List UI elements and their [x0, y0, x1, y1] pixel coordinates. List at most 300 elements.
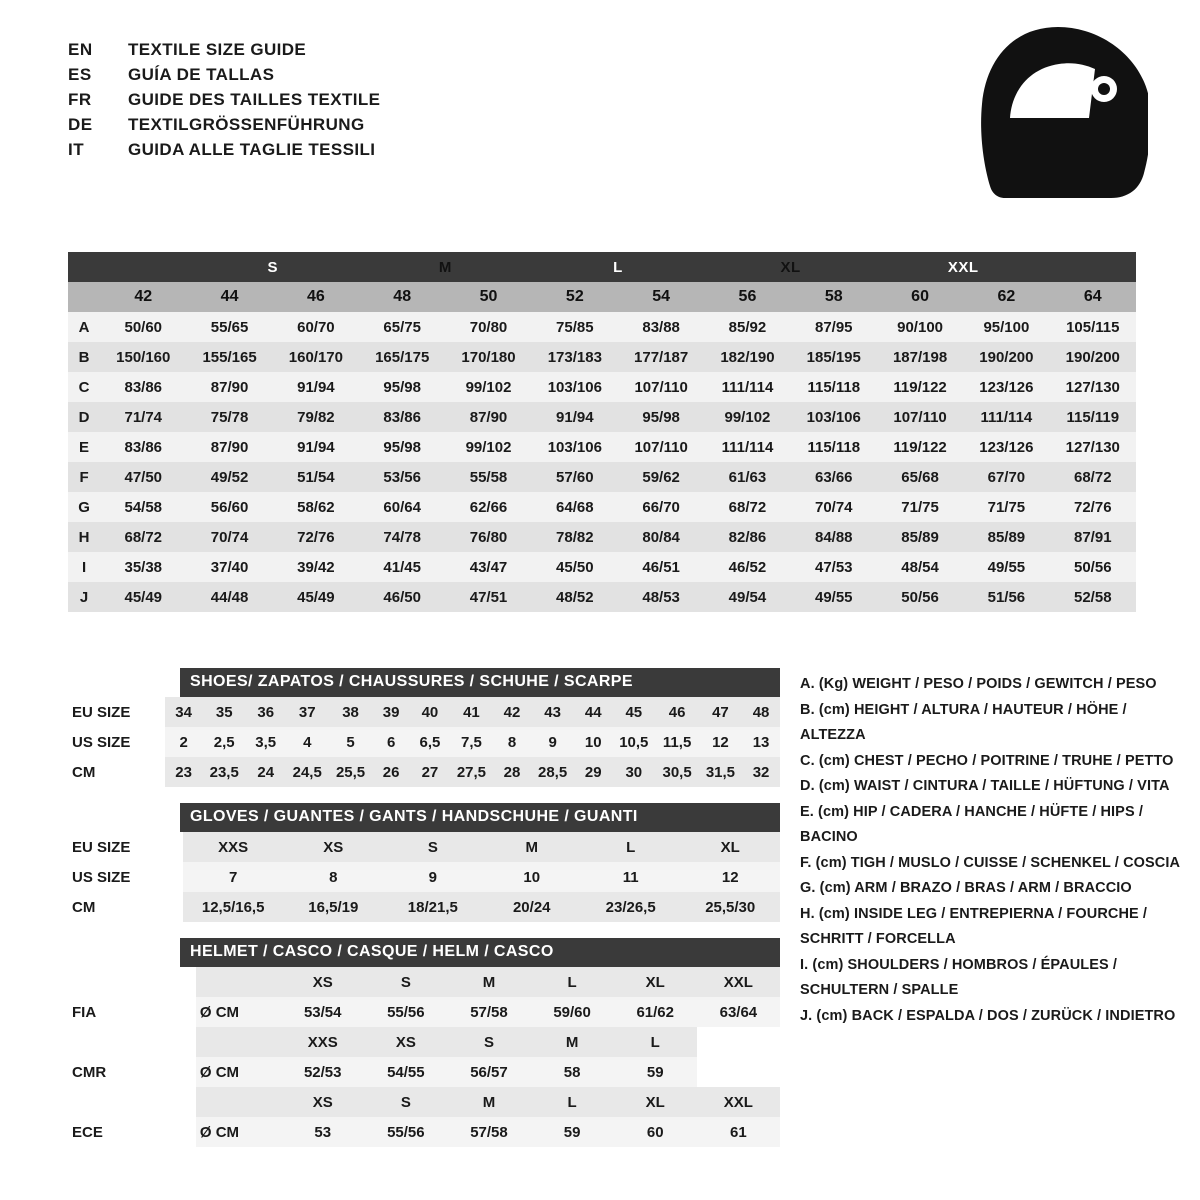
- measurement-cell: 111/114: [963, 402, 1049, 432]
- measurement-cell: 45/50: [532, 552, 618, 582]
- measurement-cell: 60/70: [273, 312, 359, 342]
- measurement-cell: 190/200: [1050, 342, 1136, 372]
- row-label: C: [68, 372, 100, 402]
- measurement-cell: 53/56: [359, 462, 445, 492]
- measurement-cell: 50/56: [877, 582, 963, 612]
- value-cell: 25,5/30: [705, 898, 756, 916]
- helmet-section-title: HELMET / CASCO / CASQUE / HELM / CASCO: [180, 938, 780, 967]
- legend-line: F. (cm) TIGH / MUSLO / CUISSE / SCHENKEL / COSCIA: [800, 854, 1181, 871]
- helmet-size-label: XS: [312, 973, 333, 991]
- measurement-cell: 47/53: [791, 552, 877, 582]
- measurement-cell: 85/92: [704, 312, 790, 342]
- helmet-size-label: S: [400, 1093, 411, 1111]
- size-group-row: [68, 252, 1136, 282]
- measurement-cell: 87/90: [445, 402, 531, 432]
- language-row-en: [68, 40, 380, 65]
- helmet-size-label: XL: [645, 973, 665, 991]
- value-cell: 55/56: [387, 1003, 425, 1021]
- value-cell: 38: [342, 703, 359, 721]
- measurement-cell: 80/84: [618, 522, 704, 552]
- value-cell: 9: [428, 868, 437, 886]
- legend-line: D. (cm) WAIST / CINTURA / TAILLE / HÜFTUNG / VITA: [800, 778, 1170, 794]
- row-label: EU SIZE: [68, 832, 183, 862]
- value-cell: 7,5: [460, 733, 482, 751]
- measurement-cell: 155/165: [186, 342, 272, 372]
- value-cell: 4: [303, 733, 312, 751]
- measurement-cell: 83/86: [359, 402, 445, 432]
- measurement-cell: 49/54: [704, 582, 790, 612]
- helmet-size-label: S: [400, 973, 411, 991]
- helmet-size-label: XS: [395, 1033, 416, 1051]
- measurement-cell: 87/95: [791, 312, 877, 342]
- measurement-cell: 107/110: [618, 432, 704, 462]
- table-row: [68, 462, 1136, 492]
- measurement-cell: 173/183: [532, 342, 618, 372]
- value-cell: XXS: [218, 838, 249, 856]
- value-cell: 61/62: [636, 1003, 674, 1021]
- measurement-cell: 103/106: [532, 432, 618, 462]
- value-cell: 3,5: [255, 733, 277, 751]
- measurement-cell: 63/66: [791, 462, 877, 492]
- measurement-cell: 64/68: [532, 492, 618, 522]
- language-code: DE: [68, 115, 93, 134]
- value-cell: 35: [215, 703, 233, 721]
- measurement-cell: 49/55: [791, 582, 877, 612]
- measurement-cell: 54/58: [100, 492, 186, 522]
- measurement-cell: 62/66: [445, 492, 531, 522]
- row-label: F: [68, 462, 100, 492]
- helmet-size-label: L: [650, 1033, 660, 1051]
- value-cell: 37: [298, 703, 316, 721]
- value-cell: 59/60: [553, 1003, 591, 1021]
- table-row: [68, 1057, 780, 1087]
- measurement-cell: 46/51: [618, 552, 704, 582]
- measurement-cell: 68/72: [704, 492, 790, 522]
- size-group-label: [68, 252, 100, 282]
- measurement-cell: 107/110: [618, 372, 704, 402]
- size-number: 64: [1050, 282, 1136, 312]
- measurement-cell: 177/187: [618, 342, 704, 372]
- value-cell: 53: [314, 1123, 332, 1141]
- measurement-cell: 150/160: [100, 342, 186, 372]
- measurement-cell: 84/88: [791, 522, 877, 552]
- value-cell: 10: [584, 733, 602, 751]
- size-number: 50: [445, 282, 531, 312]
- measurement-cell: 52/58: [1050, 582, 1136, 612]
- legend-line: G. (cm) ARM / BRAZO / BRAS / ARM / BRACCIO: [800, 880, 1132, 896]
- language-title-list: [68, 40, 380, 165]
- measurement-cell: 44/48: [186, 582, 272, 612]
- measurement-cell: 47/50: [100, 462, 186, 492]
- size-number: 56: [704, 282, 790, 312]
- measurement-cell: 95/100: [963, 312, 1049, 342]
- measurement-cell: 65/75: [359, 312, 445, 342]
- legend-line: I. (cm) SHOULDERS / HOMBROS / ÉPAULES /: [800, 956, 1118, 973]
- language-row-es: [68, 65, 380, 90]
- measurement-cell: 111/114: [704, 432, 790, 462]
- row-label: H: [68, 522, 100, 552]
- measurement-cell: 58/62: [273, 492, 359, 522]
- measurement-cell: 127/130: [1050, 372, 1136, 402]
- table-row: [68, 582, 1136, 612]
- value-cell: 11: [622, 868, 639, 886]
- table-row: [68, 552, 1136, 582]
- value-cell: 57/58: [470, 1123, 508, 1141]
- value-cell: 2: [179, 733, 188, 751]
- value-cell: L: [626, 838, 636, 856]
- language-title: TEXTILE SIZE GUIDE: [128, 40, 307, 59]
- row-label: J: [68, 582, 100, 612]
- value-cell: 55/56: [387, 1123, 425, 1141]
- value-cell: 29: [584, 763, 602, 781]
- row-label: [68, 1027, 196, 1057]
- value-cell: 26: [382, 763, 400, 781]
- value-cell: 43: [544, 703, 561, 721]
- measurement-cell: 111/114: [704, 372, 790, 402]
- measurement-cell: 99/102: [445, 372, 531, 402]
- table-row: [68, 727, 780, 757]
- size-group-label: XXL: [947, 258, 979, 276]
- helmet-size-row: [68, 1087, 780, 1117]
- table-row: [68, 697, 780, 727]
- measurement-cell: 115/118: [791, 432, 877, 462]
- value-cell: 23: [175, 763, 192, 781]
- row-label: D: [68, 402, 100, 432]
- value-cell: 6,5: [419, 733, 441, 751]
- measurement-cell: 67/70: [963, 462, 1049, 492]
- value-cell: 23/26,5: [605, 898, 656, 916]
- legend-line: J. (cm) BACK / ESPALDA / DOS / ZURÜCK / INDIETRO: [800, 1007, 1176, 1024]
- measurement-cell: 85/89: [877, 522, 963, 552]
- measurement-cell: 55/65: [186, 312, 272, 342]
- measurement-cell: 65/68: [877, 462, 963, 492]
- helmet-icon: [968, 22, 1148, 212]
- row-label: US SIZE: [68, 727, 165, 757]
- table-row: [68, 342, 1136, 372]
- legend-line: B. (cm) HEIGHT / ALTURA / HAUTEUR / HÖHE / ALTEZZA: [800, 701, 1127, 743]
- table-row: [68, 372, 1136, 402]
- value-cell: 10: [523, 868, 541, 886]
- measurement-cell: 37/40: [186, 552, 272, 582]
- value-cell: 39: [382, 703, 400, 721]
- helmet-size-label: XL: [645, 1093, 665, 1111]
- helmet-size-row: [68, 967, 780, 997]
- value-cell: 41: [463, 703, 480, 721]
- table-row: [68, 432, 1136, 462]
- value-cell: 7: [228, 868, 238, 886]
- legend-line: E. (cm) HIP / CADERA / HANCHE / HÜFTE / HIPS / BACINO: [800, 803, 1143, 845]
- measurement-cell: 71/74: [100, 402, 186, 432]
- legend-line: A. (Kg) WEIGHT / PESO / POIDS / GEWITCH / PESO: [800, 676, 1157, 692]
- measurement-cell: 71/75: [877, 492, 963, 522]
- size-group-label: S: [267, 258, 278, 276]
- measurement-cell: 83/86: [100, 432, 186, 462]
- row-label: CMR: [68, 1057, 196, 1087]
- shoes-table: [68, 697, 780, 787]
- measurement-cell: 107/110: [877, 402, 963, 432]
- value-cell: 12,5/16,5: [201, 898, 265, 916]
- table-row: [68, 1117, 780, 1147]
- language-code: EN: [68, 40, 93, 59]
- language-title: GUIDE DES TAILLES TEXTILE: [128, 90, 381, 109]
- measurement-cell: 115/118: [791, 372, 877, 402]
- measurement-cell: 99/102: [704, 402, 790, 432]
- measurement-cell: 50/60: [100, 312, 186, 342]
- language-code: IT: [68, 140, 85, 159]
- measurement-cell: 55/58: [445, 462, 531, 492]
- measurement-cell: 49/55: [963, 552, 1049, 582]
- value-cell: 11,5: [662, 733, 692, 751]
- value-cell: 31,5: [705, 763, 736, 781]
- value-cell: S: [427, 838, 438, 856]
- row-label: [68, 967, 196, 997]
- measurement-cell: 76/80: [445, 522, 531, 552]
- size-number: 62: [963, 282, 1049, 312]
- value-cell: 18/21,5: [407, 898, 458, 916]
- helmet-size-label: XXS: [307, 1033, 338, 1051]
- value-cell: 58: [563, 1063, 581, 1081]
- value-cell: 36: [257, 703, 275, 721]
- value-cell: 44: [584, 703, 602, 721]
- value-cell: 48: [752, 703, 770, 721]
- measurement-cell: 72/76: [1050, 492, 1136, 522]
- measurement-cell: 72/76: [273, 522, 359, 552]
- unit-spacer: [196, 1087, 281, 1117]
- measurement-cell: 187/198: [877, 342, 963, 372]
- value-cell: 20/24: [512, 898, 551, 916]
- measurement-cell: 39/42: [273, 552, 359, 582]
- value-cell: 54/55: [387, 1063, 425, 1081]
- shoes-section-title: SHOES/ ZAPATOS / CHAUSSURES / SCHUHE / SCARPE: [180, 668, 780, 697]
- value-cell: 57/58: [470, 1003, 508, 1021]
- measurements-table: [68, 252, 1136, 612]
- language-code: ES: [68, 65, 92, 84]
- lower-tables: [68, 668, 780, 1147]
- measurement-cell: 48/52: [532, 582, 618, 612]
- measurement-cell: 119/122: [877, 372, 963, 402]
- value-cell: 40: [421, 703, 439, 721]
- measurement-cell: 49/52: [186, 462, 272, 492]
- measurement-cell: 48/53: [618, 582, 704, 612]
- helmet-table: [68, 967, 780, 1147]
- measurement-cell: 87/90: [186, 372, 272, 402]
- value-cell: 9: [548, 733, 557, 751]
- value-cell: 16,5/19: [308, 898, 359, 916]
- value-cell: 30,5: [662, 763, 692, 781]
- measurement-cell: 160/170: [273, 342, 359, 372]
- measurement-cell: 68/72: [1050, 462, 1136, 492]
- value-cell: 13: [752, 733, 770, 751]
- size-group-label: XL: [780, 258, 801, 276]
- value-cell: 27: [421, 763, 439, 781]
- size-number: 42: [100, 282, 186, 312]
- size-number: 48: [359, 282, 445, 312]
- value-cell: 24: [257, 763, 275, 781]
- table-row: [68, 757, 780, 787]
- measurement-cell: 51/56: [963, 582, 1049, 612]
- measurement-cell: 91/94: [273, 432, 359, 462]
- measurement-cell: 51/54: [273, 462, 359, 492]
- measurement-cell: 68/72: [100, 522, 186, 552]
- language-code: FR: [68, 90, 92, 109]
- legend-line: H. (cm) INSIDE LEG / ENTREPIERNA / FOURCHE /: [800, 905, 1148, 922]
- table-row: [68, 997, 780, 1027]
- value-cell: 42: [503, 703, 521, 721]
- measurement-cell: 56/60: [186, 492, 272, 522]
- row-label: CM: [68, 757, 165, 787]
- measurement-cell: 74/78: [359, 522, 445, 552]
- helmet-size-row: [68, 1027, 780, 1057]
- value-cell: 28,5: [538, 763, 568, 781]
- measurement-cell: 87/91: [1050, 522, 1136, 552]
- row-label: G: [68, 492, 100, 522]
- value-cell: 45: [625, 703, 643, 721]
- helmet-size-label: M: [565, 1033, 579, 1051]
- language-title: GUIDA ALLE TAGLIE TESSILI: [128, 140, 376, 159]
- size-group-label: [100, 252, 186, 282]
- value-cell: 30: [625, 763, 643, 781]
- measurement-cell: 79/82: [273, 402, 359, 432]
- value-cell: XL: [720, 838, 740, 856]
- measurement-cell: 95/98: [359, 372, 445, 402]
- value-cell: 12: [721, 868, 739, 886]
- measurement-cell: 46/50: [359, 582, 445, 612]
- size-number: 54: [618, 282, 704, 312]
- language-row-fr: [68, 90, 380, 115]
- helmet-size-label: L: [567, 973, 577, 991]
- value-cell: 59: [646, 1063, 664, 1081]
- measurement-cell: 127/130: [1050, 432, 1136, 462]
- size-group-label: M: [438, 258, 452, 276]
- value-cell: 60: [646, 1123, 664, 1141]
- row-label: CM: [68, 892, 183, 922]
- measurement-cell: 45/49: [100, 582, 186, 612]
- table-row: [68, 402, 1136, 432]
- measurement-cell: 48/54: [877, 552, 963, 582]
- measurement-cell: 71/75: [963, 492, 1049, 522]
- measurement-cell: 78/82: [532, 522, 618, 552]
- measurement-cell: 83/86: [100, 372, 186, 402]
- measurement-cell: 35/38: [100, 552, 186, 582]
- value-cell: 8: [329, 868, 338, 886]
- value-cell: 53/54: [303, 1003, 342, 1021]
- row-label: FIA: [68, 997, 196, 1027]
- measurement-cell: 115/119: [1050, 402, 1136, 432]
- value-cell: 24,5: [292, 763, 322, 781]
- measurement-cell: 41/45: [359, 552, 445, 582]
- measurement-cell: 66/70: [618, 492, 704, 522]
- row-label: [68, 1087, 196, 1117]
- measurement-cell: 185/195: [791, 342, 877, 372]
- measurement-cell: 123/126: [963, 372, 1049, 402]
- measurement-cell: 119/122: [877, 432, 963, 462]
- measurement-cell: 83/88: [618, 312, 704, 342]
- size-group-label: L: [613, 258, 623, 276]
- gloves-section-title: GLOVES / GUANTES / GANTS / HANDSCHUHE / GUANTI: [180, 803, 780, 832]
- value-cell: 8: [507, 733, 517, 751]
- size-number: 58: [791, 282, 877, 312]
- measurement-cell: 70/80: [445, 312, 531, 342]
- measurement-cell: 165/175: [359, 342, 445, 372]
- value-cell: M: [525, 838, 538, 856]
- size-number-row: [68, 282, 1136, 312]
- measurement-cell: 85/89: [963, 522, 1049, 552]
- row-label: ECE: [68, 1117, 196, 1147]
- size-group-label: [1050, 252, 1136, 282]
- size-number: 44: [186, 282, 272, 312]
- measurement-cell: 50/56: [1050, 552, 1136, 582]
- table-row: [68, 862, 780, 892]
- legend-line: SCHRITT / FORCELLA: [800, 931, 956, 947]
- helmet-size-label: XS: [312, 1093, 333, 1111]
- table-row: [68, 492, 1136, 522]
- measurement-cell: 182/190: [704, 342, 790, 372]
- measurement-cell: 70/74: [186, 522, 272, 552]
- unit-spacer: [196, 1027, 281, 1057]
- value-cell: 47: [712, 703, 729, 721]
- measurement-cell: 45/49: [273, 582, 359, 612]
- measurement-cell: 61/63: [704, 462, 790, 492]
- measurement-cell: 190/200: [963, 342, 1049, 372]
- unit-label: Ø CM: [199, 1063, 240, 1081]
- measurement-cell: 103/106: [791, 402, 877, 432]
- unit-label: Ø CM: [199, 1123, 240, 1141]
- unit-label: Ø CM: [199, 1003, 240, 1021]
- value-cell: 32: [752, 763, 770, 781]
- measurement-cell: 46/52: [704, 552, 790, 582]
- size-number: 52: [532, 282, 618, 312]
- measurement-cell: 95/98: [618, 402, 704, 432]
- language-title: GUÍA DE TALLAS: [128, 65, 275, 84]
- row-label: EU SIZE: [68, 697, 165, 727]
- table-row: [68, 892, 780, 922]
- legend-line: SCHULTERN / SPALLE: [800, 982, 959, 998]
- measurement-cell: 75/85: [532, 312, 618, 342]
- table-row: [68, 312, 1136, 342]
- measurement-cell: 99/102: [445, 432, 531, 462]
- helmet-size-label: L: [567, 1093, 577, 1111]
- language-title: TEXTILGRÖSSENFÜHRUNG: [128, 115, 365, 134]
- value-cell: 61: [730, 1123, 747, 1141]
- measurement-cell: 82/86: [704, 522, 790, 552]
- value-cell: 52/53: [303, 1063, 342, 1081]
- value-cell: 5: [346, 733, 355, 751]
- value-cell: 34: [175, 703, 192, 721]
- language-row-it: [68, 140, 380, 165]
- measurement-cell: 75/78: [186, 402, 272, 432]
- row-label: B: [68, 342, 100, 372]
- table-row: [68, 832, 780, 862]
- helmet-size-label: M: [482, 1093, 496, 1111]
- unit-spacer: [196, 967, 281, 997]
- value-cell: 46: [668, 703, 686, 721]
- measurement-cell: 87/90: [186, 432, 272, 462]
- value-cell: XS: [323, 838, 344, 856]
- measurement-cell: 170/180: [445, 342, 531, 372]
- measurement-cell: 59/62: [618, 462, 704, 492]
- row-label: US SIZE: [68, 862, 183, 892]
- value-cell: 63/64: [719, 1003, 758, 1021]
- value-cell: 27,5: [456, 763, 487, 781]
- measurement-cell: 123/126: [963, 432, 1049, 462]
- measurement-cell: 70/74: [791, 492, 877, 522]
- measurement-cell: 47/51: [445, 582, 531, 612]
- size-number: 60: [877, 282, 963, 312]
- value-cell: 12: [712, 733, 729, 751]
- value-cell: 56/57: [470, 1063, 508, 1081]
- measurement-cell: 105/115: [1050, 312, 1136, 342]
- helmet-size-label: XXL: [723, 1093, 753, 1111]
